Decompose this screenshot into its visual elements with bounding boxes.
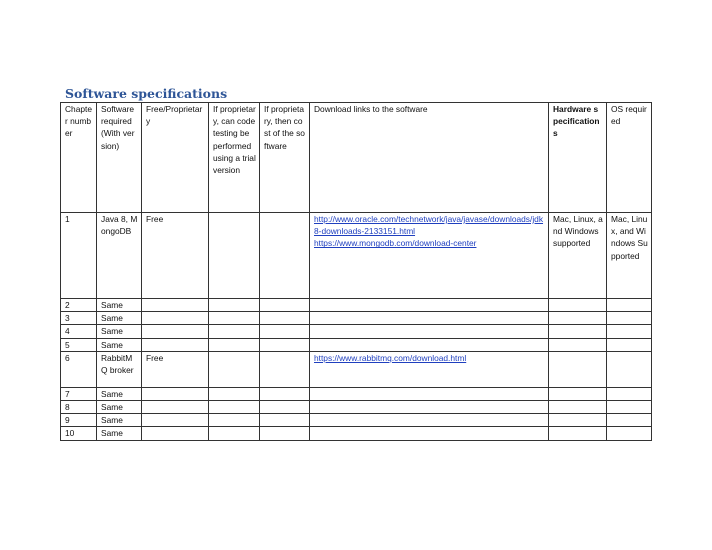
cell-software: Same <box>97 401 142 414</box>
cell-links <box>310 213 549 299</box>
cell-trial <box>209 299 260 312</box>
table-row <box>61 325 652 338</box>
cell-links <box>310 401 549 414</box>
cell-chapter: 4 <box>61 325 97 338</box>
header-cost: If proprietary, then cost of the software <box>260 103 310 213</box>
cell-cost <box>260 427 310 440</box>
cell-chapter: 1 <box>61 213 97 299</box>
software-spec-table <box>60 102 652 441</box>
cell-links <box>310 351 549 387</box>
cell-hardware <box>549 401 607 414</box>
cell-os <box>607 299 652 312</box>
cell-chapter: 8 <box>61 401 97 414</box>
cell-chapter: 2 <box>61 299 97 312</box>
cell-os <box>607 338 652 351</box>
table-row <box>61 414 652 427</box>
cell-os <box>607 427 652 440</box>
cell-cost <box>260 387 310 400</box>
cell-software: Same <box>97 427 142 440</box>
cell-chapter: 3 <box>61 312 97 325</box>
cell-software: Same <box>97 387 142 400</box>
header-chapter-number: Chapter number <box>61 103 97 213</box>
cell-hardware: Mac, Linux, and Windows supported <box>549 213 607 299</box>
header-trial-version: If proprietary, can code testing be performed using a trial version <box>209 103 260 213</box>
cell-chapter: 9 <box>61 414 97 427</box>
cell-os <box>607 351 652 387</box>
cell-license: Free <box>142 213 209 299</box>
cell-trial <box>209 427 260 440</box>
cell-software: Same <box>97 338 142 351</box>
cell-license <box>142 338 209 351</box>
cell-cost <box>260 299 310 312</box>
cell-cost <box>260 312 310 325</box>
table-row <box>61 387 652 400</box>
cell-software: Same <box>97 414 142 427</box>
cell-links <box>310 299 549 312</box>
cell-os <box>607 387 652 400</box>
cell-os <box>607 414 652 427</box>
cell-links <box>310 312 549 325</box>
header-software-required: Software required (With version) <box>97 103 142 213</box>
cell-software: Same <box>97 325 142 338</box>
cell-links <box>310 427 549 440</box>
header-row <box>61 103 652 213</box>
cell-hardware <box>549 299 607 312</box>
cell-trial <box>209 387 260 400</box>
table-row <box>61 338 652 351</box>
cell-os <box>607 312 652 325</box>
oracle-jdk-download-link[interactable]: http://www.oracle.com/technetwork/java/javase/downloads/jdk8-downloads-2133151.html <box>314 214 544 237</box>
cell-cost <box>260 325 310 338</box>
table-row <box>61 401 652 414</box>
cell-trial <box>209 401 260 414</box>
table-row <box>61 351 652 387</box>
cell-license <box>142 325 209 338</box>
cell-links <box>310 387 549 400</box>
cell-chapter: 5 <box>61 338 97 351</box>
table-row <box>61 299 652 312</box>
header-os-required: OS required <box>607 103 652 213</box>
cell-links <box>310 414 549 427</box>
page-title: Software specifications <box>65 86 228 101</box>
table-row <box>61 312 652 325</box>
cell-license <box>142 387 209 400</box>
cell-cost <box>260 414 310 427</box>
cell-chapter: 6 <box>61 351 97 387</box>
cell-trial <box>209 414 260 427</box>
cell-license <box>142 299 209 312</box>
cell-hardware <box>549 338 607 351</box>
cell-software: Same <box>97 299 142 312</box>
cell-cost <box>260 351 310 387</box>
cell-hardware <box>549 414 607 427</box>
cell-chapter: 7 <box>61 387 97 400</box>
cell-cost <box>260 213 310 299</box>
cell-software: Same <box>97 312 142 325</box>
cell-os <box>607 325 652 338</box>
cell-cost <box>260 338 310 351</box>
cell-license <box>142 312 209 325</box>
cell-hardware <box>549 387 607 400</box>
cell-software: Java 8, MongoDB <box>97 213 142 299</box>
header-download-links: Download links to the software <box>310 103 549 213</box>
cell-hardware <box>549 351 607 387</box>
cell-links <box>310 338 549 351</box>
cell-trial <box>209 351 260 387</box>
cell-software: RabbitMQ broker <box>97 351 142 387</box>
cell-chapter: 10 <box>61 427 97 440</box>
table-row <box>61 427 652 440</box>
cell-os: Mac, Linux, and Windows Supported <box>607 213 652 299</box>
header-hardware-specifications: Hardware specifications <box>549 103 607 213</box>
cell-license <box>142 401 209 414</box>
rabbitmq-download-link[interactable]: https://www.rabbitmq.com/download.html <box>314 352 467 363</box>
cell-links <box>310 325 549 338</box>
cell-trial <box>209 213 260 299</box>
cell-hardware <box>549 312 607 325</box>
cell-trial <box>209 325 260 338</box>
cell-hardware <box>549 427 607 440</box>
cell-cost <box>260 401 310 414</box>
cell-trial <box>209 338 260 351</box>
table-row <box>61 213 652 299</box>
cell-hardware <box>549 325 607 338</box>
cell-license <box>142 414 209 427</box>
mongodb-download-link[interactable]: https://www.mongodb.com/download-center <box>314 238 477 249</box>
cell-license <box>142 427 209 440</box>
cell-license: Free <box>142 351 209 387</box>
header-free-proprietary: Free/Proprietary <box>142 103 209 213</box>
cell-os <box>607 401 652 414</box>
cell-trial <box>209 312 260 325</box>
